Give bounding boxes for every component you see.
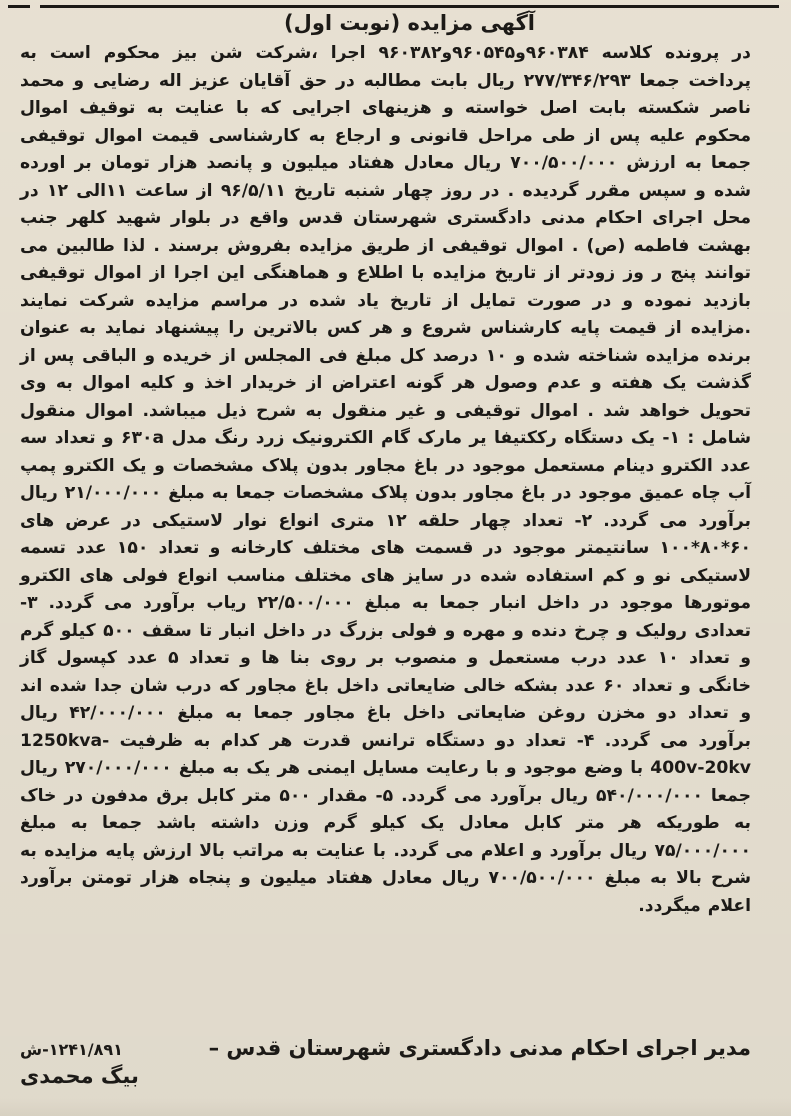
signature-block [20, 1036, 751, 1088]
notice-body-text: در پرونده کلاسه ۹۶۰۳۸۴و۹۶۰۵۴۵و۹۶۰۳۸۲ اجرا ،شرکت شن بیز محکوم است به پرداخت جمعا ۲۷۷/۳۴۶/۲۹۳ ریال بابت مطالبه در حق آقایان عزیز اله رضایی و محمد ناصر شکسته بابت اصل خواسته و هزینهای اجرایی که با عنایت به توقیف اموال محکوم علیه پس از طی مراحل قانونی و ارجاع به کارشناسی قیمت اموال توقیفی جمعا به ارزش ۷۰۰/۵۰۰/۰۰۰ ریال معادل هفتاد میلیون و پانصد هزار تومان بر اورده شده و سپس مقرر گردیده . در روز چهار شنبه تاریخ ۹۶/۵/۱۱ از ساعت ۱۱الی ۱۲ در محل اجرای احکام مدنی دادگستری شهرستان قدس واقع در بلوار شهید کلهر جنب بهشت فاطمه (ص) . اموال توقیفی از طریق مزایده بفروش برسند . لذا طالبین می توانند پنج ر وز زودتر از تاریخ مزایده با اطلاع و هماهنگی این اجرا از اموال توقیفی بازدید نموده و در صورت تمایل از تاریخ یاد شده در مراسم مزایده شرکت نمایند .مزایده از قیمت پایه کارشناس شروع و هر کس بالاترین را پیشنهاد نماید به عنوان برنده مزایده شناخته شده و ۱۰ درصد کل مبلغ فی المجلس از خریده و الباقی پس از گذشت یک هفته و عدم وصول هر گونه اعتراض از خریدار اخذ و کلیه اموال به وی تحویل خواهد شد . اموال توقیفی و غیر منقول به شرح ذیل میباشد. اموال منقول شامل : ۱- یک دستگاه رککتیفا یر مارک گام الکترونیک زرد رنگ مدل ۶۳۰a و تعداد سه عدد الکترو دینام مستعمل موجود در باغ مجاور بدون پلاک مشخصات و یک الکترو پمپ آب چاه عمیق موجود در باغ مجاور بدون پلاک مشخصات جمعا به مبلغ ۲۱/۰۰۰/۰۰۰ ریال برآورد می گردد. ۲- تعداد چهار حلقه ۱۲ متری انواع نوار لاستیکی در عرض های ۶۰*۸۰*۱۰۰ سانتیمتر موجود در قسمت های مختلف کارخانه و تعداد ۱۵۰ عدد تسمه لاستیکی نو و کم استفاده شده در سایز های مختلف مناسب انواع فولی های الکترو موتورها موجود در داخل انبار جمعا به مبلغ ۲۲/۵۰۰/۰۰۰ ریاب برآورد می گردد. ۳- تعدادی رولیک و چرخ دنده و مهره و فولی بزرگ در داخل انبار تا سقف ۵۰۰ کیلو گرم و تعداد ۱۰ عدد درب مستعمل و منصوب بر روی بنا ها و تعداد ۵ عدد کپسول گاز خانگی و تعداد ۶۰ عدد بشکه خالی ضایعاتی داخل باغ مجاور که درب شان جدا شده اند و تعداد دو مخزن روغن ضایعاتی داخل باغ مجاور جمعا به مبلغ ۴۲/۰۰۰/۰۰۰ ریال برآورد می گردد. ۴- تعداد دو دستگاه ترانس قدرت هر کدام به ظرفیت 1250kva-400v-20kv با وضع موجود و با رعایت مسایل ایمنی هر یک به مبلغ ۲۷۰/۰۰۰/۰۰۰ ریال جمعا ۵۴۰/۰۰۰/۰۰۰ ریال برآورد می گردد. ۵- مقدار ۵۰۰ متر کابل برق مدفون در خاک به طوریکه هر متر کابل معادل یک کیلو گرم وزن داشته باشد جمعا به مبلغ ۷۵/۰۰۰/۰۰۰ ریال برآورد و اعلام می گردد. با عنایت به مراتب بالا ارزش پایه مزایده به شرح بالا به مبلغ ۷۰۰/۵۰۰/۰۰۰ ریال معادل هفتاد میلیون و پنجاه هزار تومتن برآورد اعلام میگردد. [20, 43, 752, 916]
notice-headline: آگهی مزایده (نوبت اول) [284, 11, 535, 35]
signature-row [20, 1036, 751, 1060]
notice-body [20, 40, 751, 920]
paper-edge [0, 1098, 791, 1116]
top-rule-left [8, 5, 30, 8]
notice-code: ۱۲۴۱/۸۹۱-ش [20, 1040, 123, 1059]
signature-name: بیگ محمدی [20, 1064, 139, 1088]
signature-office: مدیر اجرای احکام مدنی دادگستری شهرستان قدس – [208, 1036, 751, 1060]
